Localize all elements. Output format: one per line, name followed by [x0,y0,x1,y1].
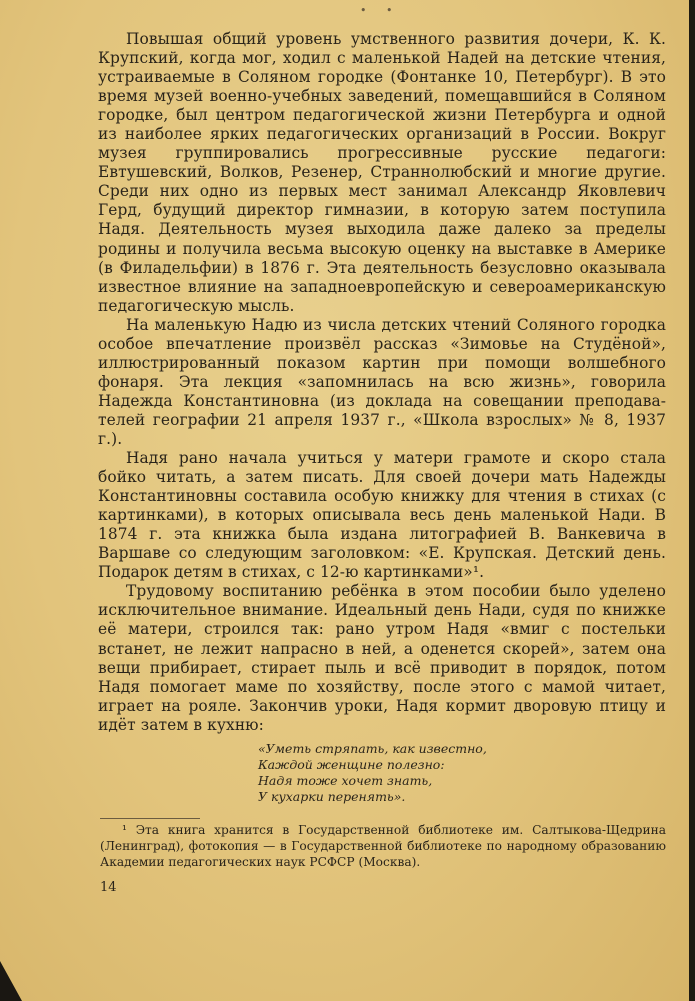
poem-line-4: У кухарки перенять». [258,789,406,804]
paragraph-3: Надя рано начала учиться у матери грамоте и скоро стала бойко читать, а затем писать. Для своей дочери мать Надежды Константиновны составила особую книжку для чтения в стихах (с картинками), в которых описывала весь день маленькой Нади. В 1874 г. эта книжка была издана литографией В. Ванкевича в Варшаве со следующим заголовком: «Е. Крупская. Детский день. Подарок детям в стихах, с 12-ю картинками»¹. [98,449,666,582]
page-number: 14 [100,880,117,895]
paragraph-2: На маленькую Надю из числа детских чтений Соляного городка особое впечатление произвёл рассказ «Зимовье на Студёной», иллюстрированный показом картин при помощи волшебного фонаря. Эта лекция «запомнилась на всю жизнь», говорила Надежда Константиновна (из доклада на совещании преподавателей географии 21 апреля 1937 г., «Школа взрослых» № 8, 1937 г.). [98,315,666,448]
paragraph-4: Трудовому воспитанию ребёнка в этом пособии было уделено исключительное внимание. Идеальный день Нади, судя по книжке её матери, строился так: рано утром Надя «вмиг с постельки встанет, не лежит напрасно в ней, а оденется скорей», затем она вещи прибирает, стирает пыль и всё приводит в порядок, потом Надя помогает маме по хозяйству, после этого с мамой читает, играет на рояле. Закончив уроки, Надя кормит дворовую птицу и идёт затем в кухню: [98,582,666,734]
page-edge [689,0,695,1001]
page-corner-shadow [0,961,22,1001]
poem-line-3: Надя тоже хочет знать, [258,773,433,788]
poem-quote [258,741,487,805]
page-ornament: • • [360,4,401,17]
paragraph-1: Повышая общий уровень умственного развития дочери, К. К. Крупский, когда мог, ходил с маленькой Надей на детские чтения, устраиваемые в Соляном городке (Фонтанке 10, Петербург). В это время музей военно-учебных заведений, помещавшийся в Соляном городке, был центром педагогической жизни Петербурга и одной из наиболее ярких педагогических организаций в России. Вокруг музея группировались прогрессивные русские педагоги: Евтушевский, Волков, Резенер, Страннолюбский и многие другие. Среди них одно из первых мест занимал Александр Яковлевич Герд, будущий директор гимназии, в которую затем поступила Надя. Деятельность музея выходила даже далеко за пределы родины и получила весьма высокую оценку на выставке в Америке (в Филадельфии) в 1876 г. Эта деятельность безусловно оказывала известное влияние на западноевропейскую и североамериканскую педагогическую мысль. [98,30,666,315]
poem-line-1: «Уметь стряпать, как известно, [258,741,487,756]
main-text [98,30,666,735]
poem-line-2: Каждой женщине полезно: [258,757,445,772]
footnote-divider [100,818,200,819]
footnote: ¹ Эта книга хранится в Государственной библиотеке им. Салтыкова-Щедрина (Ленинград), фотокопия — в Государственной библиотеке по народному образованию Академии педагогических наук РСФСР (Москва). [100,823,666,869]
